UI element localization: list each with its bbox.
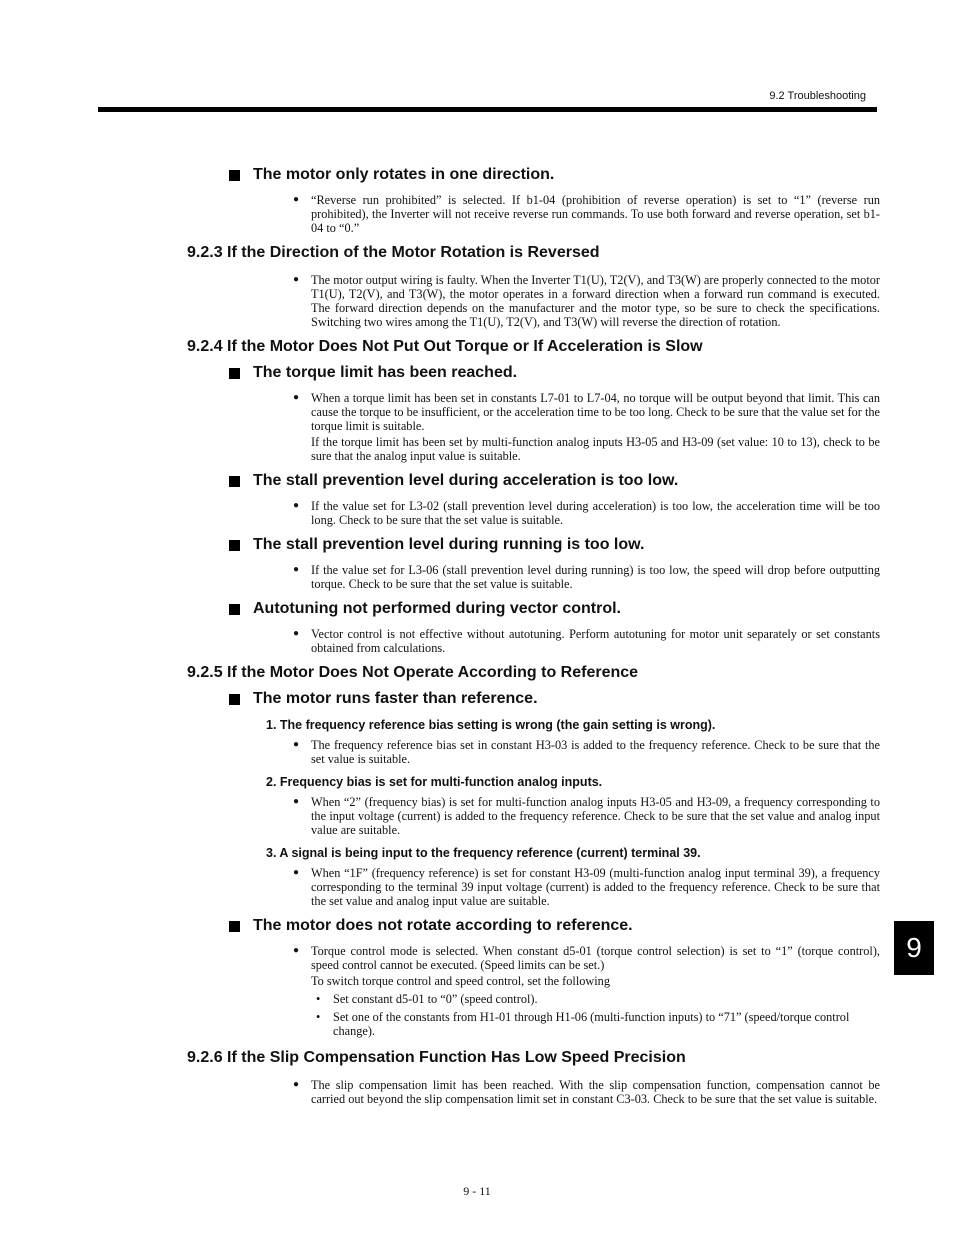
subheading-not-rotate: The motor does not rotate according to reference. [229, 916, 954, 936]
section-heading-9-2-3: 9.2.3 If the Direction of the Motor Rotation is Reversed [187, 244, 600, 261]
bullet-dot-icon: ● [293, 628, 300, 639]
square-bullet-icon [229, 368, 240, 379]
numbered-heading-1: 1. The frequency reference bias setting is wrong (the gain setting is wrong). [266, 718, 716, 732]
square-bullet-icon [229, 170, 240, 181]
bullet-dot-icon: ● [293, 274, 300, 285]
bullet-item: ● When “1F” (frequency reference) is set for constant H3-09 (multi-function analog input terminal 39), a frequency corresponding to the terminal 39 input voltage (current) is added to the frequency reference. Check to be sure that the set value and analog input value are suitable. [293, 866, 880, 908]
running-head: 9.2 Troubleshooting [769, 90, 866, 102]
section-heading-9-2-5: 9.2.5 If the Motor Does Not Operate According to Reference [187, 664, 639, 681]
bullet-item: ● The frequency reference bias set in constant H3-03 is added to the frequency reference. Check to be sure that the set value is suitable. [293, 738, 880, 766]
subheading-one-direction: The motor only rotates in one direction. [229, 165, 954, 185]
sub-bullet-item: • Set constant d5-01 to “0” (speed control). [316, 992, 538, 1006]
page-content [0, 165, 954, 1114]
bullet-dot-icon: ● [293, 867, 300, 878]
square-bullet-icon [229, 540, 240, 551]
bullet-dot-icon: ● [293, 945, 300, 956]
square-bullet-icon [229, 694, 240, 705]
sub-bullet-item: • Set one of the constants from H1-01 through H1-06 (multi-function inputs) to “71” (speed/torque control change). [316, 1010, 850, 1038]
bullet-item: ● The motor output wiring is faulty. When the Inverter T1(U), T2(V), and T3(W) are properly connected to the motor T1(U), T2(V), and T3(W), the motor operates in a forward direction when a forward run command is executed. The forward direction depends on the manufacturer and the motor type, so be sure to check the specifications. Switching two wires among the T1(U), T2(V), and T3(W) will reverse the direction of rotation. [293, 273, 880, 329]
square-bullet-icon [229, 921, 240, 932]
bullet-item: ● The slip compensation limit has been reached. With the slip compensation function, compensation cannot be carried out beyond the slip compensation limit set in constant C3-03. Check to be sure that the set value is suitable. [293, 1078, 880, 1106]
bullet-dot-icon: ● [293, 1079, 300, 1090]
bullet-item: ● Torque control mode is selected. When constant d5-01 (torque control selection) is set to “1” (torque control), speed control cannot be executed. (Speed limits can be set.) To switch torque control and speed control, set the following [293, 944, 880, 988]
bullet-item: ● Vector control is not effective without autotuning. Perform autotuning for motor unit separately or set constants obtained from calculations. [293, 627, 880, 655]
subheading-torque-limit: The torque limit has been reached. [229, 363, 954, 383]
bullet-item: ● If the value set for L3-06 (stall prevention level during running) is too low, the speed will drop before outputting torque. Check to be sure that the set value is suitable. [293, 563, 880, 591]
page-number: 9 - 11 [463, 1184, 491, 1198]
subheading-stall-running: The stall prevention level during running is too low. [229, 535, 954, 555]
bullet-dot-icon: ● [293, 796, 300, 807]
bullet-dot-icon: ● [293, 500, 300, 511]
numbered-heading-3: 3. A signal is being input to the frequency reference (current) terminal 39. [266, 846, 701, 860]
sub-bullet-dot-icon: • [316, 1010, 321, 1024]
bullet-item: ● When a torque limit has been set in constants L7-01 to L7-04, no torque will be output beyond that limit. This can cause the torque to be insufficient, or the acceleration time to be too long. Check to be sure that the value set for the torque limit is suitable. If the torque limit has been set by multi-function analog inputs H3-05 and H3-09 (set value: 10 to 13), check to be sure that the analog input value is suitable. [293, 391, 880, 463]
subheading-runs-faster: The motor runs faster than reference. [229, 689, 954, 709]
bullet-item: ● “Reverse run prohibited” is selected. If b1-04 (prohibition of reverse operation) is set to “1” (reverse run prohibited), the Inverter will not receive reverse run commands. To use both forward and reverse operation, set b1-04 to “0.” [293, 193, 880, 235]
section-heading-9-2-6: 9.2.6 If the Slip Compensation Function Has Low Speed Precision [187, 1049, 686, 1066]
numbered-heading-2: 2. Frequency bias is set for multi-function analog inputs. [266, 775, 603, 789]
sub-bullet-dot-icon: • [316, 992, 321, 1006]
bullet-dot-icon: ● [293, 392, 300, 403]
chapter-tab: 9 [894, 921, 934, 975]
square-bullet-icon [229, 604, 240, 615]
section-heading-9-2-4: 9.2.4 If the Motor Does Not Put Out Torque or If Acceleration is Slow [187, 338, 703, 355]
header-rule [98, 107, 877, 112]
subheading-autotuning: Autotuning not performed during vector control. [229, 599, 954, 619]
bullet-dot-icon: ● [293, 194, 300, 205]
subheading-stall-acceleration: The stall prevention level during acceleration is too low. [229, 471, 954, 491]
bullet-dot-icon: ● [293, 739, 300, 750]
square-bullet-icon [229, 476, 240, 487]
bullet-dot-icon: ● [293, 564, 300, 575]
bullet-item: ● If the value set for L3-02 (stall prevention level during acceleration) is too low, the acceleration time will be too long. Check to be sure that the set value is suitable. [293, 499, 880, 527]
bullet-item: ● When “2” (frequency bias) is set for multi-function analog inputs H3-05 and H3-09, a frequency corresponding to the input voltage (current) is added to the frequency reference. Check to be sure that the set value and analog input value are suitable. [293, 795, 880, 837]
